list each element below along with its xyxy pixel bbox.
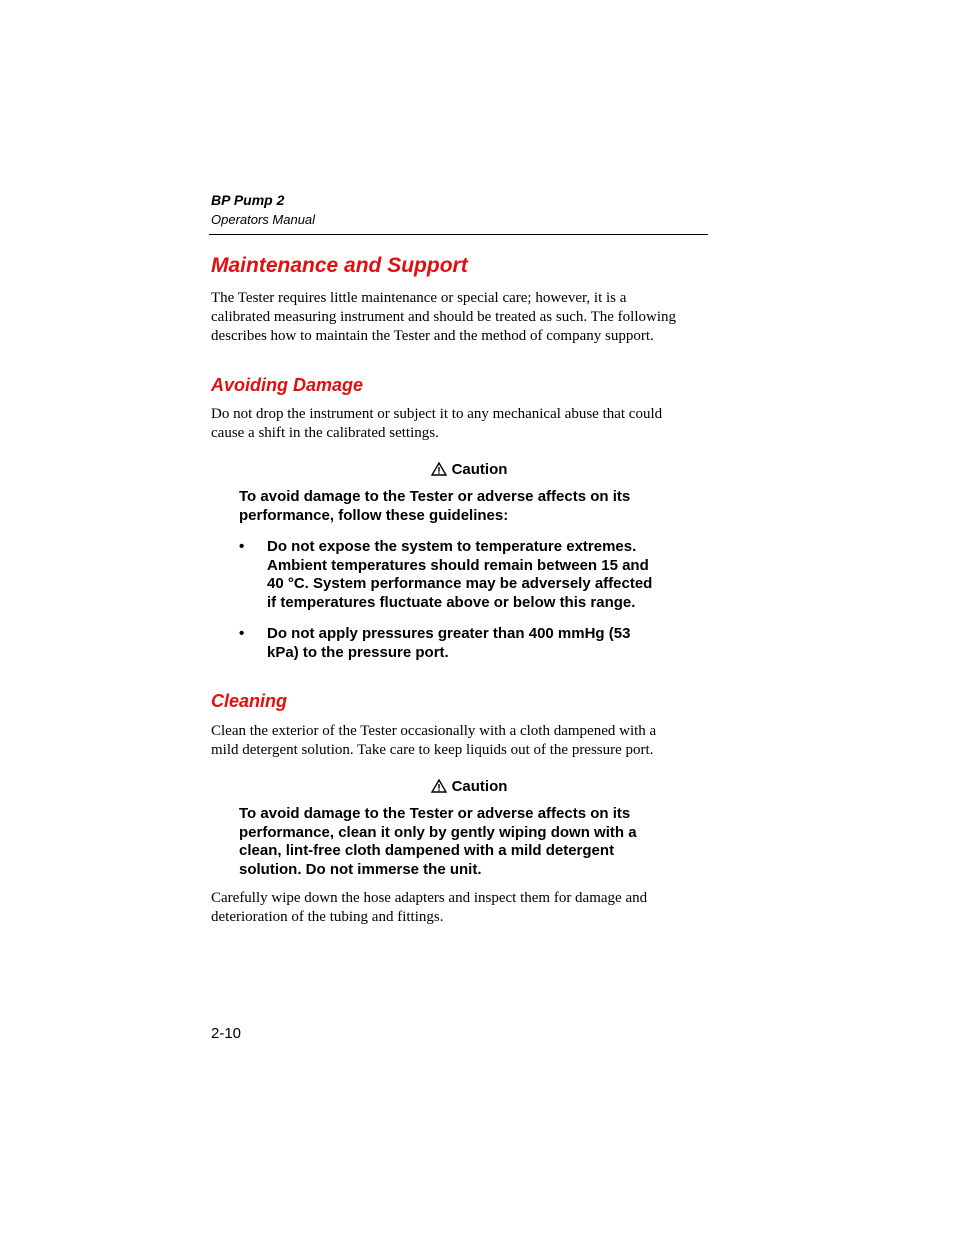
text-line: Do not drop the instrument or subject it to any mechanical abuse that could xyxy=(211,406,663,422)
text-line: cause a shift in the calibrated settings. xyxy=(211,425,439,441)
text-line: solution. Do not immerse the unit. xyxy=(239,861,482,879)
caution-text xyxy=(239,805,699,880)
text-line: Do not expose the system to temperature extremes. xyxy=(267,538,637,555)
list-item xyxy=(239,625,699,663)
text-line: describes how to maintain the Tester and the method of company support. xyxy=(211,328,654,344)
text-line: Clean the exterior of the Tester occasionally with a cloth dampened with a xyxy=(211,723,657,739)
subsection-title-cleaning: Cleaning xyxy=(211,691,288,711)
text-line: To avoid damage to the Tester or adverse affects on its xyxy=(239,488,631,505)
running-header-subtitle: Operators Manual xyxy=(211,212,316,227)
text-line: if temperatures fluctuate above or below this range. xyxy=(267,594,636,612)
warning-triangle-icon xyxy=(431,779,447,793)
cleaning-paragraph xyxy=(211,722,706,760)
text-line: Ambient temperatures should remain between 15 and xyxy=(267,556,649,574)
text-line: Do not apply pressures greater than 400 mmHg (53 xyxy=(267,625,631,642)
page-number: 2-10 xyxy=(211,1025,242,1042)
text-line: Carefully wipe down the hose adapters and inspect them for damage and xyxy=(211,890,648,906)
text-line: performance, clean it only by gently wiping down with a xyxy=(239,823,637,841)
text-line: clean, lint-free cloth dampened with a mild detergent xyxy=(239,842,615,860)
caution-heading xyxy=(239,460,699,479)
caution-heading xyxy=(239,777,699,796)
list-item xyxy=(239,538,699,614)
caution-label: Caution xyxy=(451,778,508,795)
text-line: To avoid damage to the Tester or adverse affects on its xyxy=(239,805,631,822)
text-line: kPa) to the pressure port. xyxy=(267,643,449,661)
text-line: deterioration of the tubing and fittings. xyxy=(211,909,444,925)
caution-text xyxy=(239,488,699,525)
bullet-marker: • xyxy=(239,625,245,642)
caution-label: Caution xyxy=(451,461,508,478)
cleaning-followup-paragraph xyxy=(211,889,706,927)
section-title: Maintenance and Support xyxy=(211,254,468,277)
avoiding-damage-paragraph xyxy=(211,405,706,443)
text-line: 40 °C. System performance may be adversely affected xyxy=(267,575,653,593)
running-header-title: BP Pump 2 xyxy=(211,192,285,208)
text-line: performance, follow these guidelines: xyxy=(239,506,509,524)
text-line: The Tester requires little maintenance or special care; however, it is a xyxy=(211,290,627,306)
text-line: mild detergent solution. Take care to keep liquids out of the pressure port. xyxy=(211,742,654,758)
intro-paragraph xyxy=(211,289,706,346)
subsection-title-avoiding-damage: Avoiding Damage xyxy=(211,375,364,395)
warning-triangle-icon xyxy=(431,462,447,476)
bullet-marker: • xyxy=(239,538,245,555)
header-rule xyxy=(209,234,708,235)
text-line: calibrated measuring instrument and should be treated as such. The following xyxy=(211,309,677,325)
